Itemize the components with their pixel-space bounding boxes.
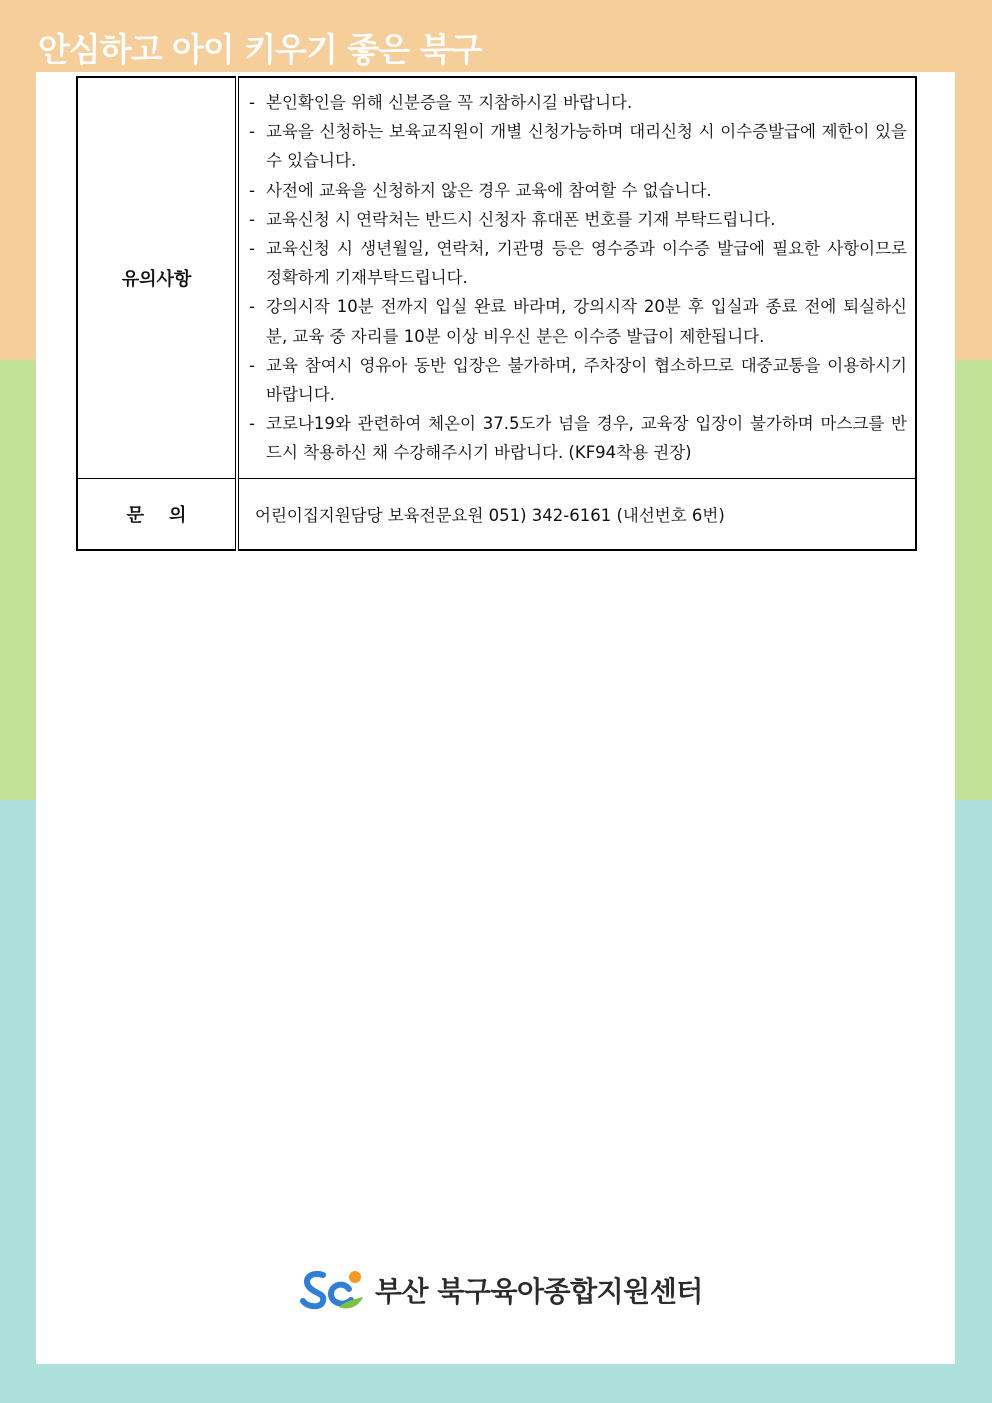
note-item: - 본인확인을 위해 신분증을 꼭 지참하시길 바랍니다. <box>247 88 907 117</box>
document-sheet <box>36 72 955 1364</box>
contact-value: 어린이집지원담당 보육전문요원 051) 342-6161 (내선번호 6번) <box>237 478 916 550</box>
note-item: - 교육 참여시 영유아 동반 입장은 불가하며, 주차장이 협소하므로 대중교통을 이용하시기 바랍니다. <box>247 351 907 409</box>
notes-row <box>77 77 916 478</box>
center-logo-icon <box>299 1267 369 1313</box>
note-item: - 교육을 신청하는 보육교직원이 개별 신청가능하며 대리신청 시 이수증발급에 제한이 있을 수 있습니다. <box>247 117 907 175</box>
page-slogan: 안심하고 아이 키우기 좋은 북구 <box>38 30 482 69</box>
notes-cell <box>237 77 916 478</box>
note-item: - 교육신청 시 생년월일, 연락처, 기관명 등은 영수증과 이수증 발급에 필요한 사항이므로 정확하게 기재부탁드립니다. <box>247 234 907 292</box>
contact-row <box>77 478 916 550</box>
note-item: - 교육신청 시 연락처는 반드시 신청자 휴대폰 번호를 기재 부탁드립니다. <box>247 205 907 234</box>
notes-list <box>247 88 907 468</box>
footer <box>299 1267 703 1313</box>
notes-label: 유의사항 <box>77 77 237 478</box>
org-name: 부산 북구육아종합지원센터 <box>375 1275 703 1308</box>
notice-table <box>76 76 917 551</box>
note-item: - 사전에 교육을 신청하지 않은 경우 교육에 참여할 수 없습니다. <box>247 176 907 205</box>
contact-label: 문 의 <box>77 478 237 550</box>
note-item: - 코로나19와 관련하여 체온이 37.5도가 넘을 경우, 교육장 입장이 불가하며 마스크를 반드시 착용하신 채 수강해주시기 바랍니다. (KF94착용 권장) <box>247 409 907 467</box>
note-item: - 강의시작 10분 전까지 입실 완료 바라며, 강의시작 20분 후 입실과 종료 전에 퇴실하신 분, 교육 중 자리를 10분 이상 비우신 분은 이수증 발급이 제한됩니다. <box>247 292 907 350</box>
